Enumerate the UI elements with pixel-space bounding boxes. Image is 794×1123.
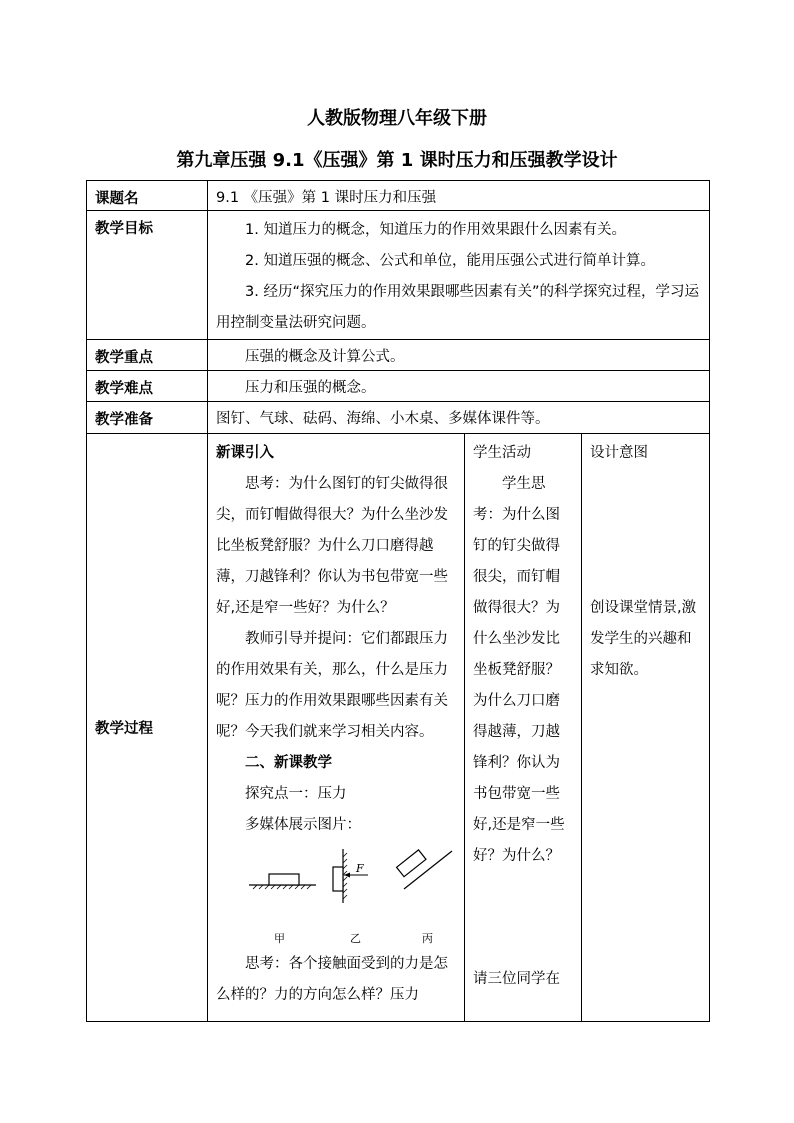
difficulty-row (87, 371, 710, 402)
figure-label-bing: 丙 (422, 932, 433, 945)
force-diagram (216, 841, 456, 949)
process-row (87, 434, 710, 1022)
lesson-plan-table (86, 180, 710, 1022)
force-diagram-svg (216, 845, 456, 949)
process-label: 教学过程 (87, 434, 208, 1022)
multimedia-show: 多媒体展示图片： (245, 817, 361, 833)
student-heading: 学生活动 (473, 445, 531, 461)
goals-content (208, 211, 710, 340)
figure-bing (397, 850, 452, 889)
figure-jia (249, 874, 316, 889)
preparation-row (87, 402, 710, 434)
topic-label: 课题名 (87, 181, 208, 211)
goals-row (87, 211, 710, 340)
think-question-2: 思考：各个接触面受到的力是怎么样的？力的方向怎么样？压力 (216, 956, 448, 1003)
teacher-guide: 教师引导并提问：它们都跟压力的作用效果有关，那么，什么是压力呢？压力的作用效果跟哪些因素有关呢？今天我们就来学习相关内容。 (216, 631, 448, 740)
design-intent-text: 创设课堂情景,激发学生的兴趣和求知欲。 (590, 600, 697, 678)
student-invite: 请三位同学在 (473, 971, 560, 987)
section-2-heading: 二、新课教学 (245, 755, 332, 771)
force-label: F (356, 862, 364, 875)
goal-item: 3. 经历“探究压力的作用效果跟哪些因素有关”的科学探究过程，学习运用控制变量法研究问题。 (216, 284, 699, 331)
student-activity-cell (465, 434, 582, 1022)
key-point-row (87, 340, 710, 371)
topic-value: 9.1 《压强》第 1 课时压力和压强 (208, 181, 710, 211)
difficulty-value: 压力和压强的概念。 (208, 371, 710, 402)
document-title: 人教版物理八年级下册 (307, 108, 487, 129)
figure-yi (333, 849, 368, 903)
preparation-label: 教学准备 (87, 402, 208, 434)
design-intent-cell (582, 434, 710, 1022)
student-think: 学生思考：为什么图钉的钉尖做得很尖，而钉帽做得很大？为什么坐沙发比坐板凳舒服？为什么刀口磨得越薄，刀越锋利？你认为书包带宽一些好,还是窄一些好？为什么？ (473, 476, 565, 864)
goal-item: 1. 知道压力的概念，知道压力的作用效果跟什么因素有关。 (245, 222, 626, 238)
design-heading: 设计意图 (590, 445, 648, 461)
figure-label-yi: 乙 (350, 932, 361, 945)
key-point-label: 教学重点 (87, 340, 208, 371)
teacher-activity-cell (208, 434, 465, 1022)
goals-label: 教学目标 (87, 211, 208, 340)
explore-point-1: 探究点一：压力 (245, 786, 347, 802)
difficulty-label: 教学难点 (87, 371, 208, 402)
document-subtitle: 第九章压强 9.1《压强》第 1 课时压力和压强教学设计 (176, 150, 618, 171)
key-point-value: 压强的概念及计算公式。 (208, 340, 710, 371)
preparation-value: 图钉、气球、砝码、海绵、小木桌、多媒体课件等。 (208, 402, 710, 434)
goal-item: 2. 知道压强的概念、公式和单位，能用压强公式进行简单计算。 (245, 253, 655, 269)
think-question-1: 思考：为什么图钉的钉尖做得很尖，而钉帽做得很大？为什么坐沙发比坐板凳舒服？为什么刀口磨得越薄，刀越锋利？你认为书包带宽一些好,还是窄一些好？为什么？ (216, 476, 448, 616)
figure-label-jia: 甲 (274, 932, 285, 945)
intro-heading: 新课引入 (216, 445, 274, 461)
topic-row (87, 181, 710, 211)
